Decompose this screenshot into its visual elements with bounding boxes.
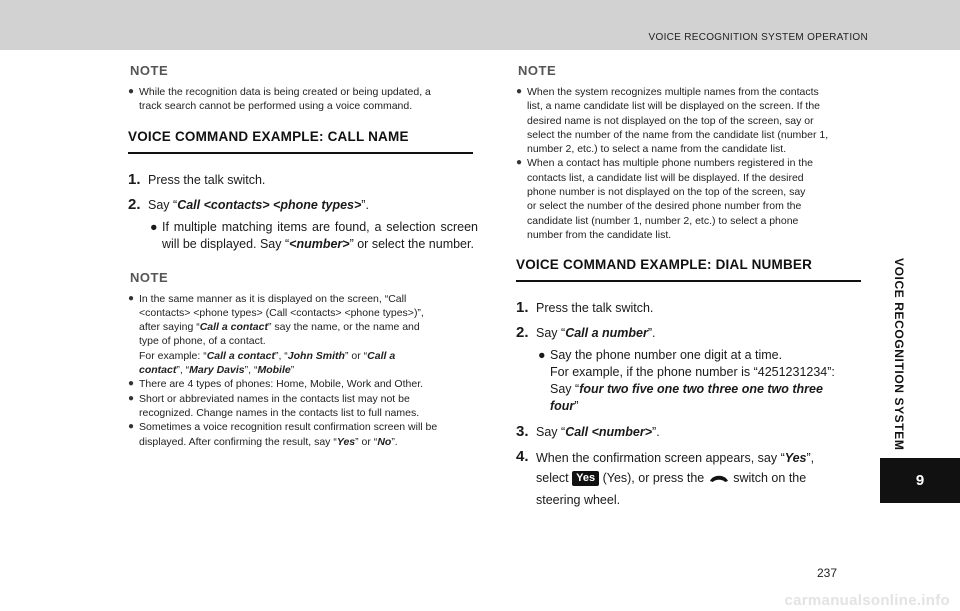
note-line [139, 363, 478, 377]
detail-line: For example, if the phone number is “4251231234”: [550, 365, 835, 380]
section-title: VOICE COMMAND EXAMPLE: CALL NAME [128, 128, 473, 154]
voice-command: Call a number [565, 326, 648, 341]
voice-command: No [377, 435, 392, 448]
bullet-icon: ● [128, 392, 135, 404]
running-head: VOICE RECOGNITION SYSTEM OPERATION [648, 32, 868, 43]
step-text-pre: Say “ [536, 425, 566, 440]
note-line: recognized. Change names in the contacts list to full names. [139, 406, 420, 419]
step-2-detail [148, 219, 478, 253]
detail-line: Say the phone number one digit at a time. [550, 348, 783, 363]
note-line: contacts list, a candidate list will be displayed. If the desired [527, 171, 804, 184]
text: ” [290, 364, 295, 377]
note-item [128, 85, 478, 114]
text: switch on the [733, 471, 807, 486]
step-text-post: ”. [647, 326, 656, 341]
note-line: number from the candidate list. [527, 228, 672, 241]
step-text-pre: Say “ [148, 197, 178, 212]
note-line: In the same manner as it is displayed on the screen, “Call [139, 292, 407, 305]
text: ” or “ [344, 349, 368, 362]
voice-command: Call <number> [565, 425, 653, 440]
detail-text-pre: If multiple matching items are found, a selection screen will be displayed. Say “ [162, 219, 478, 251]
step-text-post: ”. [361, 197, 369, 212]
note-line: select the number of the name from the candidate list (number 1, [527, 128, 829, 141]
voice-command: Call a [367, 349, 396, 362]
text: ”. [391, 435, 398, 448]
step-2 [516, 325, 868, 342]
voice-command: John Smith [287, 349, 345, 362]
bullet-icon: ● [538, 348, 546, 363]
note-line: number 2, etc.) to select a name from the candidate list. [527, 143, 787, 156]
voice-command: contact [139, 364, 177, 377]
note-item [128, 292, 478, 378]
detail-text-post: ” or select the number. [349, 236, 474, 251]
step-text: Press the talk switch. [536, 301, 654, 316]
voice-command: Call a contact [206, 349, 275, 362]
text: (Yes), or press the [602, 471, 705, 486]
note-line [139, 435, 478, 449]
text: select [536, 471, 569, 486]
step-3 [516, 424, 868, 441]
right-column [516, 62, 868, 510]
note-line: <contacts> <phone types> (Call <contacts> <phone types>)”, [139, 306, 424, 319]
text: ”, [806, 451, 815, 466]
text: ”, “ [244, 364, 258, 377]
voice-command: Yes [336, 435, 356, 448]
page-number: 237 [816, 566, 837, 580]
voice-command: Mary Davis [189, 364, 245, 377]
step-line [536, 448, 868, 468]
note-item [128, 420, 478, 449]
step-1 [516, 300, 868, 317]
detail-line [550, 398, 868, 415]
note-line: candidate list (number 1, number 2, etc.) to select a phone [527, 214, 799, 227]
step-text: Press the talk switch. [148, 172, 266, 187]
note-title: NOTE [130, 63, 169, 78]
note-line: or select the number of the desired phone number from the [527, 200, 802, 213]
text: ” say the name, or the name and [267, 321, 420, 334]
note-line: Short or abbreviated names in the contacts list may not be [139, 392, 410, 405]
step-text-pre: Say “ [536, 326, 566, 341]
step-number: 2. [128, 195, 141, 213]
phone-hook-icon [708, 470, 730, 490]
bullet-icon: ● [150, 219, 158, 234]
step-number: 1. [516, 299, 529, 317]
note-item [128, 392, 478, 421]
note-item [516, 85, 868, 156]
bullet-icon: ● [516, 157, 523, 169]
voice-command: Mobile [257, 364, 291, 377]
step-text-post: ”. [652, 425, 660, 440]
left-column [128, 62, 478, 449]
voice-command: Call a contact [199, 321, 268, 334]
note-line: When a contact has multiple phone numbers registered in the [527, 157, 813, 170]
text: For example: “ [139, 349, 207, 362]
note-line: While the recognition data is being created or being updated, a [139, 86, 431, 98]
note-line: Sometimes a voice recognition result confirmation screen will be [139, 421, 438, 434]
chapter-number: 9 [880, 458, 960, 503]
step-line [536, 468, 868, 490]
section-title: VOICE COMMAND EXAMPLE: DIAL NUMBER [516, 256, 861, 282]
text: displayed. After confirming the result, say “ [139, 435, 337, 448]
note-line: When the system recognizes multiple names from the contacts [527, 86, 819, 98]
yes-button[interactable]: Yes [572, 471, 599, 486]
detail-line [550, 381, 868, 398]
bullet-icon: ● [128, 86, 135, 97]
bullet-icon: ● [128, 292, 135, 304]
step-2-detail [536, 347, 868, 415]
text: ”, “ [274, 349, 288, 362]
note-title: NOTE [130, 269, 169, 285]
text: ”, “ [176, 364, 190, 377]
step-number: 1. [128, 170, 141, 188]
note-item [516, 156, 868, 242]
note-line: There are 4 types of phones: Home, Mobile, Work and Other. [139, 378, 424, 391]
note-line: track search cannot be performed using a voice command. [139, 100, 413, 113]
step-2 [128, 197, 478, 214]
bullet-icon: ● [516, 86, 523, 97]
text: Say “ [550, 382, 580, 397]
step-number: 2. [516, 324, 529, 342]
note-line: list, a name candidate list will be displayed on the screen. If the [527, 100, 820, 113]
voice-command: four [550, 399, 575, 414]
bullet-icon: ● [128, 421, 135, 433]
note-line: phone number is not displayed on the top of the screen, say [527, 186, 806, 199]
voice-command: Yes [784, 451, 807, 466]
watermark: carmanualsonline.info [784, 592, 950, 609]
note-line: desired name is not displayed on the top of the screen, say or [527, 114, 814, 127]
step-1 [128, 172, 478, 189]
voice-command: <number> [289, 236, 350, 251]
note-title: NOTE [518, 63, 557, 78]
voice-command: four two five one two three one two three [579, 382, 823, 397]
step-number: 4. [516, 448, 529, 466]
step-4 [516, 448, 868, 510]
text: When the confirmation screen appears, say “ [536, 451, 785, 466]
note-item [128, 377, 478, 391]
step-line: steering wheel. [536, 493, 621, 508]
note-line [139, 320, 478, 334]
text: ” or “ [355, 435, 378, 448]
step-number: 3. [516, 423, 529, 441]
bullet-icon: ● [128, 378, 135, 390]
side-tab-label: VOICE RECOGNITION SYSTEM [892, 258, 906, 451]
text: ” [574, 399, 579, 414]
note-line: type of phone, of a contact. [139, 335, 266, 348]
text: after saying “ [139, 321, 200, 334]
note-line [139, 349, 478, 363]
voice-command: Call <contacts> <phone types> [177, 197, 362, 212]
